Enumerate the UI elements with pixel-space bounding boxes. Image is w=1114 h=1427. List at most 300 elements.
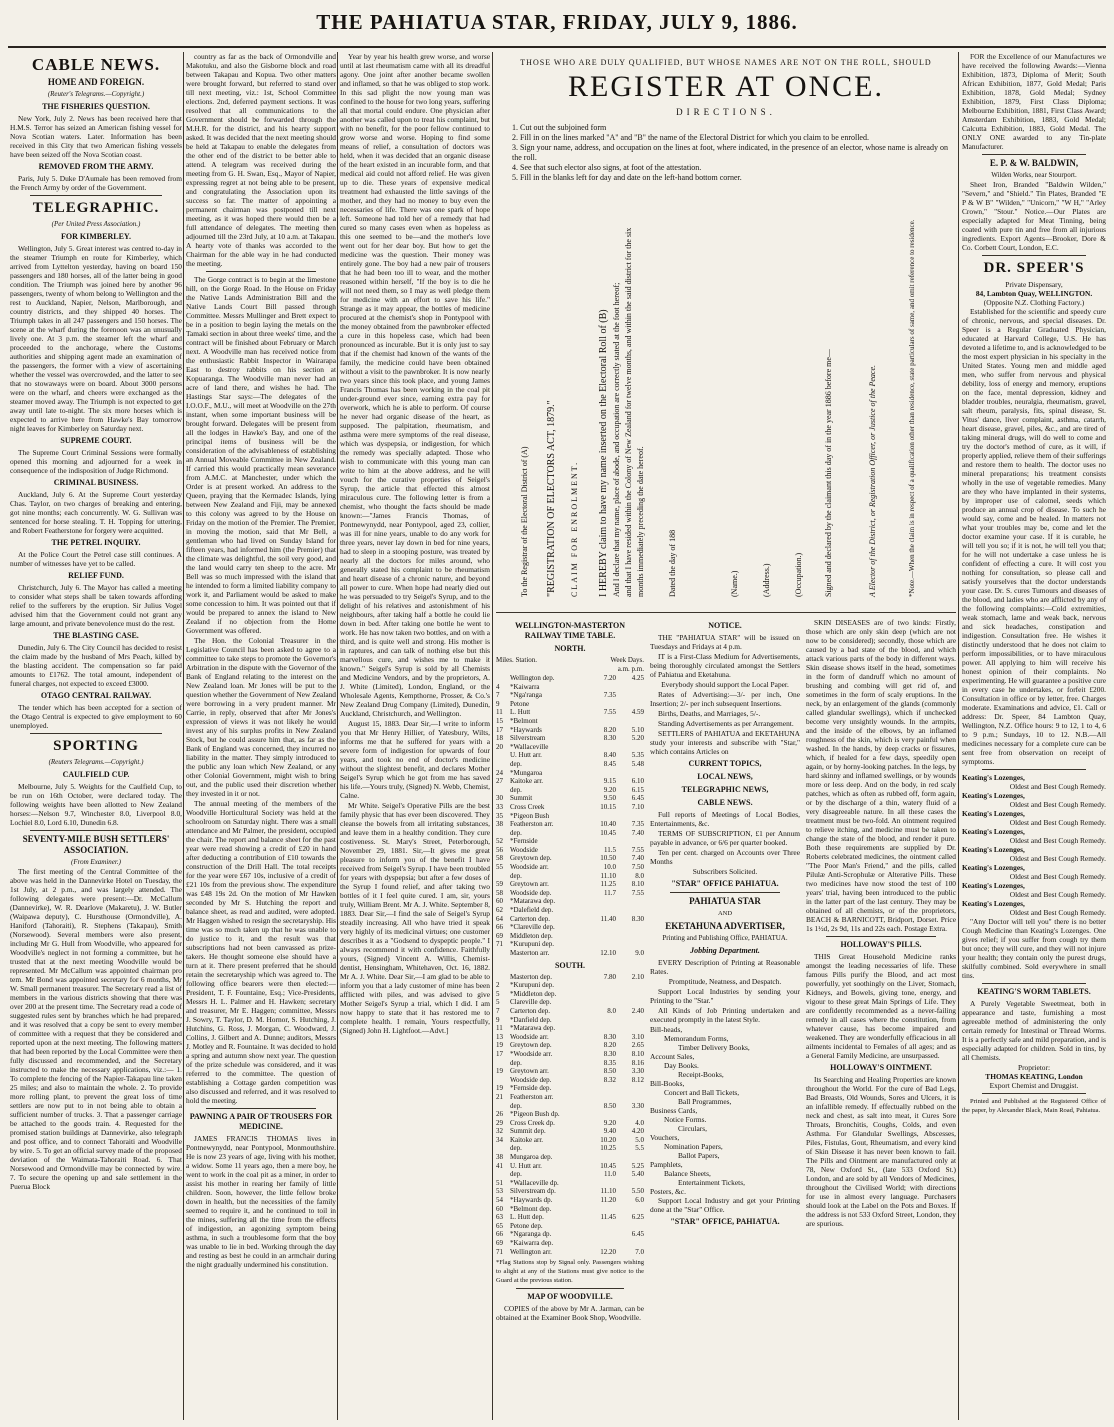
miles-cell: 19 bbox=[496, 1084, 503, 1093]
claim-form-line: months immediately preceding the date hereof. bbox=[636, 446, 645, 597]
pm-cell bbox=[616, 906, 644, 915]
am-cell: 10.45 bbox=[600, 1161, 616, 1170]
miles-cell: 63 bbox=[496, 1213, 503, 1222]
claim-form-signed-line[interactable]: Signed and declared by the claimant this day of in the year 1886 before me— bbox=[824, 349, 833, 597]
notice-topic: TELEGRAPHIC NEWS, bbox=[681, 785, 769, 794]
speer-opposite: (Opposite N.Z. Clothing Factory.) bbox=[983, 298, 1085, 307]
pm-cell: 5.10 bbox=[631, 725, 644, 734]
column-rule bbox=[337, 52, 338, 1420]
miles-cell: 9 bbox=[496, 1015, 500, 1024]
am-cell bbox=[588, 1084, 616, 1093]
timetable-row bbox=[496, 863, 644, 872]
pm-cell bbox=[616, 683, 644, 692]
article-text: Dunedin, July 6. The City Council has decided to resist the claim made by the husband of Mrs Peach, killed by the blasting accident. The compensation so far paid amounts to £1762. The total amount, independent of funeral charges, not expected to exceed £3000. bbox=[10, 643, 182, 688]
railway-time-table bbox=[496, 618, 644, 1418]
heading-baldwin: E. P. & W. BALDWIN, bbox=[989, 158, 1079, 168]
advert-text: THIS Great Household Medicine ranks amongst the leading necessaries of life. These famous Pills purify the Blood, and act most powerfully, yet soothingly on the Liver, Stomach, Kidneys, and Bowels, giving tone, energy, and vigour to these great Main Springs of Life. They are confidently recommended as a never-failing remedy in all cases where the constitution, from whatever cause, has become impaired and weakened. They are wonderfully efficacious in all ailments incidental to Females of all ages; and as a General Family Medicine, are unsurpassed. bbox=[806, 952, 956, 1060]
am-cell: 10.25 bbox=[600, 1144, 616, 1153]
miles-cell: 24 bbox=[496, 768, 503, 777]
miles-cell: 30 bbox=[496, 794, 503, 803]
timetable-row bbox=[496, 1213, 644, 1222]
timetable-row bbox=[496, 1067, 644, 1076]
miles-cell: 55 bbox=[496, 863, 503, 872]
timetable-row bbox=[496, 889, 644, 898]
miles-cell bbox=[496, 1059, 510, 1068]
notice-text: All Kinds of Job Printing undertaken and executed promptly in the latest Style. bbox=[650, 1006, 800, 1024]
timetable-row bbox=[496, 981, 644, 990]
station-cell: Greytown arr. bbox=[510, 880, 549, 889]
miles-cell: 66 bbox=[496, 923, 503, 932]
speer-dispensary: Private Dispensary, bbox=[1005, 280, 1063, 289]
pm-cell: 3.30 bbox=[631, 1067, 644, 1076]
pm-cell: 6.15 bbox=[631, 785, 644, 794]
notice-text: Rates of Advertising:—3/- per inch, One Insertion; 2/- per inch subsequent Insertions. bbox=[650, 690, 800, 708]
station-cell: Masterton dep. bbox=[510, 972, 552, 981]
timetable-row bbox=[496, 1041, 644, 1050]
pm-cell bbox=[616, 940, 644, 949]
am-cell: 10.20 bbox=[600, 1135, 616, 1144]
am-cell bbox=[588, 1016, 616, 1025]
timetable-row bbox=[496, 769, 644, 778]
pm-cell: 3.30 bbox=[631, 1101, 644, 1110]
pm-cell bbox=[616, 717, 644, 726]
railway-header-days: Week Days. bbox=[610, 656, 644, 664]
credit: (Reuter's Telegrams.—Copyright.) bbox=[47, 90, 145, 98]
station-cell: L. Hutt bbox=[510, 708, 531, 717]
timetable-row bbox=[496, 1170, 644, 1179]
station-cell: *Ngaranga dp. bbox=[510, 1230, 552, 1239]
subheading: FOR KIMBERLEY. bbox=[61, 232, 131, 241]
station-cell: Carterton dep. bbox=[510, 914, 551, 923]
am-cell: 9.15 bbox=[603, 777, 616, 786]
testimonial-text: Mr White. Seigel's Operative Pills are the best family physic that has ever been discovered. They cleanse the bowels from all irritating substances, and leave them in a healthy condition. They cure costiveness. St. Mary's Street, Peterborough, November 29, 1881. Sir,—It gives me great pleasure to inform you of the benefit I have received from Seigel's Syrup. I have been troubled for years with dyspepsia; but after a few doses of the Syrup I found relief, and after taking two bottles of it I feel quite cured. I am, sir, yours truly, William Brent. Mr A. J. White. September 8, 1883. Dear Sir,—I find the sale of Seigel's Syrup steadily increasing. All who have tried it speak very highly of its medicinal virtues; one customer describes it as a "Godsend to dyspeptic people." I always recommend it with confidence. Faithfully yours, (Signed) Vincent A. Willis, Chemist-dentist, Hensingham, Whitehaven, Oct. 16, 1882. Mr A. J. White. Dear Sir,—I am glad to be able to inform you that a lady customer of mine has been afflicted with piles, and was advised to give Mother Seigel's Syrup a trial, which I did. I am now happy to state that it has restored me to complete health. I remain, Yours respectfully, (Signed) John H. Lightfoot.—Advt.] bbox=[340, 801, 490, 1035]
pm-cell: 7.50 bbox=[631, 863, 644, 872]
station-cell: Cross Creek bbox=[510, 802, 545, 811]
station-cell: Mungaroa dep. bbox=[510, 1153, 553, 1162]
article-text: Paris, July 5. Duke D'Aumale has been removed from the French Army by order of the Government. bbox=[10, 174, 182, 192]
station-cell: dep. bbox=[510, 828, 522, 837]
subheading: THE BLASTING CASE. bbox=[53, 631, 139, 640]
miles-cell: 34 bbox=[496, 1135, 503, 1144]
column-skin-holloway bbox=[806, 618, 956, 1418]
railway-south-heading: SOUTH. bbox=[554, 960, 585, 970]
column-advertisements bbox=[962, 52, 1106, 1422]
am-cell bbox=[588, 1179, 616, 1188]
timetable-row bbox=[496, 1205, 644, 1214]
advert-text: Sheet Iron, Branded "Baldwin Wilden," "Severn," and "Shield." Tin Plates, Branded "E P & W B" "Wilden," "Unicorn," "W H," "Arley Crown," "Stour." Notice.—Our Plates are especially adapted for Meat Tinning, being coated with pure tin and free from all injurious ingredients. Export Agents—Brooker, Dore & Co. Corbett Court, London, E.C. bbox=[962, 180, 1106, 252]
article-text: New York, July 2. News has been received here that H.M.S. Terror has seized an American fishing vessel for Nova Scotian waters. Later. Information has been received in this City that two American fishing vessels have been seized off the Nova Scotian coast. bbox=[10, 114, 182, 159]
notice-text: Full reports of Meetings of Local Bodies, Entertainments, &c. bbox=[650, 810, 800, 828]
railway-south-table bbox=[496, 973, 644, 1257]
claim-form-act-title: "REGISTRATION OF ELECTORS ACT, 1879." bbox=[546, 400, 557, 597]
miles-cell: 58 bbox=[496, 854, 503, 863]
notice-text: Births, Deaths, and Marriages, 5/-. bbox=[658, 709, 761, 718]
keating-lozenges-list bbox=[962, 773, 1106, 917]
notice-text: Ten per cent. charged on Accounts over Three Months bbox=[650, 848, 800, 866]
notice-text: EVERY Description of Printing at Reasonable Rates. bbox=[650, 958, 800, 976]
timetable-row bbox=[496, 726, 644, 735]
station-cell: *Haywards bbox=[510, 725, 542, 734]
job-list-item: Circulars, bbox=[678, 1124, 707, 1133]
station-cell: dep. bbox=[510, 785, 522, 794]
miles-cell: 27 bbox=[496, 777, 503, 786]
claim-form-line: I HEREBY claim to have my name inserted on the Electoral Roll of (B) bbox=[598, 309, 609, 597]
timetable-row bbox=[496, 1239, 644, 1248]
imprint: Printed and Published at the Registered Office of the paper, by Alexander Black, Main Road, Pahiatua. bbox=[962, 1098, 1106, 1114]
station-cell: Silverstream dp. bbox=[510, 1187, 556, 1196]
job-list-item: Receipt-Books, bbox=[678, 1070, 724, 1079]
notice-text: Promptitude, Neatness, and Despatch. bbox=[668, 977, 782, 986]
heading-home-foreign: HOME AND FOREIGN. bbox=[47, 77, 145, 87]
timetable-row bbox=[496, 717, 644, 726]
am-cell: 8.32 bbox=[603, 1075, 616, 1084]
divider bbox=[206, 271, 316, 272]
station-cell: Greytown dep. bbox=[510, 1041, 552, 1050]
miles-cell bbox=[496, 1170, 510, 1179]
am-cell: 7.80 bbox=[603, 972, 616, 981]
claim-form-occupation-field[interactable]: (Occupation.) bbox=[794, 552, 803, 597]
am-cell: 8.20 bbox=[603, 1041, 616, 1050]
divider bbox=[982, 154, 1086, 155]
timetable-row bbox=[496, 1127, 644, 1136]
station-cell: *Middleton dep. bbox=[510, 989, 557, 998]
timetable-row bbox=[496, 683, 644, 692]
am-cell: 11.10 bbox=[600, 871, 616, 880]
station-cell: Woodside arr. bbox=[510, 1032, 549, 1041]
timetable-row bbox=[496, 1144, 644, 1153]
timetable-row bbox=[496, 743, 644, 752]
job-list-item: Nomination Papers, bbox=[664, 1142, 723, 1151]
miles-cell: 38 bbox=[496, 1153, 503, 1162]
am-cell bbox=[588, 837, 616, 846]
keating-line: Oldest and Best Cough Remedy. bbox=[1009, 818, 1106, 827]
article-text: JAMES FRANCIS THOMAS lives in Pontnewynydd, near Pontypool, Monmouthshire. He is now 23 years of age, living with his mother, a widow. Some 11 years ago, then a mere boy, he went to work in the coal pit as a miner, in order to assist his mother in rearing her family of little children. Soon, however, the little fellow broke down in health, but the necessities of the family seemed to require it, and he continued to toil in the mines, suffering all the time from the effects of indigestion, an agonizing symptom being asthma, in such a troublesome form that the boy was unable to lie in bed. Working through the day and resting as best he could in an armchair during the night gradually undermined his constitution. bbox=[186, 1134, 336, 1269]
timetable-row bbox=[496, 932, 644, 941]
timetable-row bbox=[496, 837, 644, 846]
keating-line: Keating's Lozenges, bbox=[962, 791, 1025, 800]
station-cell: Summit dep. bbox=[510, 1127, 546, 1136]
pm-cell: 8.16 bbox=[631, 1058, 644, 1067]
station-cell: Petone dep. bbox=[510, 1221, 543, 1230]
heading-bush-settlers: SEVENTY-MILE BUSH SETTLERS' ASSOCIATION. bbox=[22, 834, 170, 855]
job-list-item: Bill-heads, bbox=[650, 1025, 683, 1034]
pm-cell: 6.45 bbox=[631, 794, 644, 803]
pm-cell: 6.10 bbox=[631, 777, 644, 786]
notice-text: Support Local Industries by sending your Printing to the "Star." bbox=[650, 987, 800, 1005]
pm-cell bbox=[616, 1093, 644, 1102]
station-cell: Middleton dep. bbox=[510, 931, 553, 940]
miles-cell: 11 bbox=[496, 1024, 503, 1033]
railway-note: *Flag Stations stop by Signal only. Passengers wishing to alight at any of the Stations must give notice to the Guard at the previous station. bbox=[496, 1259, 644, 1285]
pm-cell: 5.48 bbox=[631, 759, 644, 768]
heading-map-woodville: MAP OF WOODVILLE. bbox=[527, 1292, 613, 1302]
miles-cell: 2 bbox=[496, 981, 500, 990]
article-text: Auckland, July 6. At the Supreme Court yesterday Chas. Taylor, on two charges of breaking and entering, got nine months; each concurrently. W. G. Sullivan was sentenced for horse stealing. T. H. Topping for uttering, and Robert Featherstone for forgery were acquitted. bbox=[10, 490, 182, 535]
keating-line: Oldest and Best Cough Remedy. bbox=[1009, 782, 1106, 791]
job-list-item: Day Books. bbox=[664, 1061, 699, 1070]
pm-cell bbox=[616, 691, 644, 700]
station-cell: *Kurupuni dep. bbox=[510, 981, 554, 990]
keating-line: Oldest and Best Cough Remedy. bbox=[1009, 872, 1106, 881]
am-cell bbox=[588, 743, 616, 752]
heading-worm-tablets: KEATING'S WORM TABLETS. bbox=[977, 987, 1091, 996]
article-text: The tender which has been accepted for a section of the Otago Central is expected to give employment to 60 unemployed. bbox=[10, 703, 182, 730]
pm-cell bbox=[616, 1110, 644, 1119]
register-directions-heading: DIRECTIONS. bbox=[676, 107, 776, 117]
miles-cell: 20 bbox=[496, 742, 503, 751]
pm-cell: 8.12 bbox=[631, 1075, 644, 1084]
keating-line: Oldest and Best Cough Remedy. bbox=[1009, 908, 1106, 917]
am-cell: 8.45 bbox=[603, 759, 616, 768]
speer-address: 84, Lambton Quay, WELLINGTON. bbox=[975, 289, 1093, 298]
timetable-row bbox=[496, 829, 644, 838]
timetable-row bbox=[496, 880, 644, 889]
column-cable-news bbox=[10, 52, 182, 1422]
pm-cell: 7.40 bbox=[631, 854, 644, 863]
pm-cell bbox=[616, 1016, 644, 1025]
am-cell bbox=[588, 700, 616, 709]
timetable-row bbox=[496, 820, 644, 829]
am-cell: 8.35 bbox=[603, 1058, 616, 1067]
pm-cell bbox=[616, 1222, 644, 1231]
pm-cell: 2.40 bbox=[631, 1006, 644, 1015]
miles-cell: 7 bbox=[496, 691, 500, 700]
proprietor-label: Proprietor: bbox=[1017, 1063, 1051, 1072]
register-title: REGISTER AT ONCE. bbox=[568, 70, 884, 103]
timetable-row bbox=[496, 734, 644, 743]
miles-cell: 17 bbox=[496, 1049, 503, 1058]
station-cell: Greytown dep. bbox=[510, 854, 552, 863]
timetable-row bbox=[496, 1093, 644, 1102]
miles-cell: 13 bbox=[496, 1032, 503, 1041]
pm-cell bbox=[616, 837, 644, 846]
am-cell: 11.20 bbox=[600, 1196, 616, 1205]
job-list-item: Pamphlets, bbox=[650, 1160, 683, 1169]
pm-cell: 8.10 bbox=[631, 880, 644, 889]
station-cell: Masterton arr. bbox=[510, 949, 550, 957]
pm-cell: 5.35 bbox=[631, 751, 644, 760]
heading-notice: NOTICE. bbox=[708, 621, 742, 630]
job-list-item: Posters, &c. bbox=[650, 1187, 686, 1196]
am-cell bbox=[588, 906, 616, 915]
register-notice bbox=[496, 52, 956, 613]
pm-cell: 7.35 bbox=[631, 820, 644, 829]
claim-form-elector-line[interactable]: A Elector of the District, or Registration Officer, or Justice of the Peace. bbox=[868, 364, 877, 597]
am-cell: 11.10 bbox=[600, 1187, 616, 1196]
am-cell bbox=[588, 923, 616, 932]
pm-cell: 8.0 bbox=[635, 871, 644, 880]
miles-cell bbox=[496, 1144, 510, 1153]
job-list-item: Concert and Ball Tickets, bbox=[664, 1088, 740, 1097]
pm-cell bbox=[616, 932, 644, 941]
pm-cell: 5.50 bbox=[631, 1187, 644, 1196]
article-text: The annual meeting of the members of the Woodville Horticultural Society was held at the schoolroom on Saturday night. There was a small attendance and Mr Palmer, the president, occupied the chair. The report and balance sheet for the past year were read showing a credit of £20 in hand after deducting a contribution of £10 towards the construction of the Drill Hall. The total receipts for the year were £67 10s, inclusive of a credit of £21 10s from the previous show. The expenditure was £48 19s 2d. On the motion of Mr Hawken seconded by Mr S. Hutching the report and balance sheet, as read and audited, were adopted. Mr Haggen wished to resign the secretaryship. His time was so much taken up that he was unable to do justice to it, and the result was that subscriptions had not been canvassed as prize-takers. He thought someone else should have a turn at it. There present preferred that he should retain the secretaryship which was agreed to. The following office bearers were then elected:—President, T. F. Fountaine, Esq.; Vice-Presidents, Messrs H. L. Palmer and H. Hawken; secretary and treasurer, Mr E. Haggen; committee, Messrs J. Sowry, T. Taylor, D. M. Hornor, S. Hutching, J. Hutchins, G. Ross, J. Morgan, C. Woodward, J. Collins, J. Gilbert and A. Dunne; auditors, Messrs J. Motley and R. Fountaine. It was decided to hold a spring and autumn show next year. The question of the prize schedule was considered, and it was referred to the committee. The question of establishing a Cottage garden competition was also discussed and referred, and it was resolved to hold the meeting. bbox=[186, 799, 336, 1105]
station-cell: L. Hutt dep. bbox=[510, 1213, 544, 1222]
miles-cell: 69 bbox=[496, 931, 503, 940]
timetable-row bbox=[496, 1076, 644, 1085]
timetable-row bbox=[496, 1024, 644, 1033]
notice-topic: CABLE NEWS. bbox=[697, 798, 753, 807]
register-step: 2. Fill in on the lines marked "A" and "B" the name of the Electoral District for which you claim to be enrolled. bbox=[512, 133, 869, 142]
railway-title: WELLINGTON-MASTERTON RAILWAY TIME TABLE. bbox=[514, 621, 626, 640]
timetable-row bbox=[496, 998, 644, 1007]
miles-cell: 17 bbox=[496, 725, 503, 734]
miles-cell: 5 bbox=[496, 998, 500, 1007]
notice-text: Everybody should support the Local Paper. bbox=[661, 680, 789, 689]
timetable-row bbox=[496, 1119, 644, 1128]
keating-line: Keating's Lozenges, bbox=[962, 809, 1025, 818]
station-cell: *Danfield dep. bbox=[510, 1015, 552, 1024]
station-cell: *Kurupuni dep. bbox=[510, 940, 554, 949]
am-cell: 11.25 bbox=[600, 880, 616, 889]
pm-cell: 5.40 bbox=[631, 1170, 644, 1179]
article-text: COPIES of the above by Mr A. Jarman, can be obtained at the Examiner Book Shop, Woodville. bbox=[496, 1304, 644, 1323]
station-cell: U. Hutt arr. bbox=[510, 751, 542, 760]
claim-form-address-field[interactable]: (Address.) bbox=[762, 563, 771, 597]
am-cell bbox=[588, 940, 616, 949]
divider bbox=[826, 936, 936, 937]
station-cell: Greytown arr. bbox=[510, 1067, 549, 1076]
subheading: CRIMINAL BUSINESS. bbox=[53, 478, 139, 487]
divider bbox=[30, 195, 162, 196]
timetable-row bbox=[496, 1007, 644, 1016]
claim-form-dated-line[interactable]: Dated the day of 188 bbox=[668, 529, 677, 597]
pm-cell bbox=[616, 923, 644, 932]
advert-text: A Purely Vegetable Sweetmeat, both in appearance and taste, furnishing a most agreeable method of administering the only certain remedy for Intestinal or Thread Worms. It is a perfectly safe and mild preparation, and is especially adapted for children. Sold in tins, by all Chemists. bbox=[962, 999, 1106, 1062]
claim-form-name-field[interactable]: (Name.) bbox=[730, 570, 739, 597]
station-cell: *Pigeon Bush bbox=[510, 811, 550, 820]
advert-text: FOR the Excellence of our Manufactures we have received the following Awards:—Vienna Exhibition, 1873, Diploma of Merit; South African Exhibition, 1877, Gold Medal; Paris Exhibition, 1878, Gold Medal; Sydney Exhibition, 1879, First Class Diploma; Melbourne Exhibition, 1881, First Class Award; Amsterdam Exhibition, 1883, Gold Medal; Calcutta Exhibition, 1883, Gold Medal. The ONLY ONE awarded to any Tin-plate Manufacturer. bbox=[962, 52, 1106, 151]
subheading: CAULFIELD CUP. bbox=[62, 770, 130, 779]
timetable-row bbox=[496, 708, 644, 717]
station-cell: *Fernside bbox=[510, 837, 538, 846]
miles-cell bbox=[496, 751, 510, 760]
timetable-row bbox=[496, 1110, 644, 1119]
station-cell: Clareville dep. bbox=[510, 998, 552, 1007]
am-cell: 11.7 bbox=[604, 888, 616, 897]
advert-text: Established for the scientific and speedy cure of chronic, nervous, and special diseases. Dr. Speer is a Regular Graduated Physician, educated at Harvard College, U.S. He has devoted a lifetime to, and is acknowledged to be the most expert physician in his specialty in the United States. Young men and middle aged men, who suffer from nervous and physical debility, loss of energy and memory, eruptions on the face, mental depression, kidney and bladder troubles, neuralgia, rheumatism, gravel, salt rheum, paralysis, fits, spinal disease, St. Vitus' dance, liver complaint, asthma, catarrh, heart disease, gravel, piles, &c., and are tired of taking mineral drugs, will do well to come and try the doctor's method of cure, as it will, if properly applied, relieve them of their sufferings and restore them to health. The doctor uses no mineral preparations; his treatment consists wholly in the use of vegetable remedies. Many are they who have implanted in their systems, by improper use of calomel, seeds which produce an annual crop of disease. To such he would say, come and be healed. In matters not what your troubles may be, come and let the doctor examine your case. If it is curable, he will tell you so; if it is not, he will tell you that; for he will not undertake a case unless he is confident of effecting a cure. It will cost you nothing for consultation, so please call and satisfy yourselves that the doctor understands your case. Dr. S. cures Tumours and diseases of the blood, and ladies who are afflicted by any of the following complaints:—Cold extremities, weak stomach, lame and weak back, nervous and sick headaches, constipation and indigestion. Consultation free. He wishes it distinctly understood that he does not claim to perform impossibilities, or to have miraculous power. All applying to him will receive his honest opinion of their complaints. No experimenting. He will guarantee a positive cure in every case he undertakes, or forfeit £200. Consultation in office or by letter, free. Charges moderate. Examinations and advice, £1. Call or address: Dr. Speer, 84 Lambton Quay, Wellington, N.Z. Office hours: 9 to 12, 1 to 4, 6 to 9 p.m.; Sundays, 10 to 12. N.B.—All medicines necessary for a complete cure can be sent free from observation on receipt of symptoms. bbox=[962, 307, 1106, 766]
article-text: Melbourne, July 5. Weights for the Caulfield Cup, to be run on 16th October, were declared today. The following weights have been allotted to New Zealand horses:—Nelson 9.7, Winchester 8.0, Liverpool 8.0, Lochiel 8.0, Lord 6.10, Dunedin 6.8. bbox=[10, 782, 182, 827]
article-text: The Hon. the Colonial Treasurer in the Legislative Council has been asked to agree to a committee to take steps to promote the Governor's Arbitration in the dispute with the Governor of the Bank of England relating to the interest on the New Zealand loan. Mr Jones will be put to the question whether the Government of New Zealand were borrowing in a very prudent manner. Mr Carrie, in reply, observed that after Mr Jones's expression of views it was not likely he would invest any of his surplus profits in New Zealand Stock, but he could assure him that, as far as the Bank of England was concerned, they incurred no liability in the matter. They simply introduced to the public any loan which New Zealand, or any other Colonial Government, might wish to bring out, and the public used their discretion whether they invested in it or not. bbox=[186, 636, 336, 798]
timetable-row bbox=[496, 700, 644, 709]
pm-cell bbox=[616, 812, 644, 821]
article-text: country as far as the back of Ormondville and Makotuku, and also the Gisborne block and road between Takapau and Kopua. Two other matters were brought forward, but referred to stand over till next meeting, viz.: 1st, School Committee elections. 2nd, deferred payment sections. It was resolved that all communications to the Government should be forwarded through the M.H.R. for the district, and his hearty support asked. It was decided that the next meeting should be held at Takapau to enable the delegates from the other end of the district to be better able to attend. A telegram was received during the meeting from G. H. Swan, Esq., Mayor of Napier, expressing regret at not being able to be present, and congratulating the Association upon its success so far. The matter of appointing a permanent chairman was postponed till next meeting, as it was hoped there would then be a full attendance of delegates. The meeting then adjourned till the 23rd July, at 10 a.m. at Takapau. A hearty vote of thanks was accorded to the Chairman for the able way in he had conducted the meeting. bbox=[186, 52, 336, 268]
article-text: At the Police Court the Petrel case still continues. A number of witnesses have yet to be called. bbox=[10, 550, 182, 568]
timetable-row bbox=[496, 777, 644, 786]
miles-cell: 60 bbox=[496, 897, 503, 906]
am-cell bbox=[588, 897, 616, 906]
timetable-row bbox=[496, 803, 644, 812]
am-cell: 8.0 bbox=[607, 1006, 616, 1015]
station-cell: Woodside dep. bbox=[510, 1075, 552, 1084]
am-cell: 11.45 bbox=[600, 1213, 616, 1222]
pm-cell bbox=[616, 1179, 644, 1188]
railway-header-ampm: a.m. p.m. bbox=[617, 665, 644, 673]
proprietor-sub: Export Chemist and Druggist. bbox=[989, 1081, 1079, 1090]
station-cell: *Wallaceville dp. bbox=[510, 1178, 559, 1187]
timetable-row bbox=[496, 846, 644, 855]
divider bbox=[30, 733, 162, 734]
am-cell: 8.30 bbox=[603, 1032, 616, 1041]
pm-cell: 7.0 bbox=[635, 1247, 644, 1256]
heading-sporting: SPORTING bbox=[53, 738, 139, 754]
divider bbox=[982, 983, 1086, 984]
subheading: RELIEF FUND. bbox=[68, 571, 124, 580]
pm-cell: 8.30 bbox=[631, 914, 644, 923]
notice-text: Support Local Industry and get your Printing done at the "Star" Office. bbox=[650, 1196, 800, 1214]
keating-line: Keating's Lozenges, bbox=[962, 899, 1025, 908]
article-text: The Supreme Court Criminal Sessions were formally opened this morning and adjourned for a week in consequence of the indisposition of Judge Richmond. bbox=[10, 448, 182, 475]
timetable-row bbox=[496, 915, 644, 924]
timetable-row bbox=[496, 1033, 644, 1042]
station-cell: dep. bbox=[510, 1058, 522, 1067]
station-cell: Silverstream bbox=[510, 734, 546, 743]
masthead-rule bbox=[8, 46, 1106, 48]
am-cell: 11.0 bbox=[604, 1170, 616, 1179]
station-cell: *Kaiwarra bbox=[510, 682, 540, 691]
station-cell: Wellington dep. bbox=[510, 674, 555, 682]
heading-cable-news: CABLE NEWS. bbox=[31, 55, 161, 74]
station-cell: Summit bbox=[510, 794, 533, 803]
claim-form-line: And I declare that my name, place of abode, and occupation are correctly stated at the foot hereof; bbox=[612, 282, 621, 597]
miles-cell: 60 bbox=[496, 1204, 503, 1213]
timetable-row bbox=[496, 990, 644, 999]
station-cell: Wellington arr. bbox=[510, 1247, 552, 1256]
station-cell: dep. bbox=[510, 871, 522, 880]
job-list-item: Memorandum Forms, bbox=[664, 1034, 729, 1043]
am-cell: 9.20 bbox=[603, 785, 616, 794]
am-cell bbox=[588, 683, 616, 692]
subheading: SUPREME COURT. bbox=[60, 436, 132, 445]
am-cell bbox=[588, 1024, 616, 1033]
register-step: 1. Cut out the subjoined form bbox=[512, 123, 607, 132]
subheading: THE PETREL INQUIRY. bbox=[51, 538, 141, 547]
timetable-row bbox=[496, 1179, 644, 1188]
station-cell: Woodside arr. bbox=[510, 863, 549, 872]
miles-cell: 4 bbox=[496, 682, 500, 691]
station-cell: *Kaiwarra dep. bbox=[510, 1239, 554, 1247]
miles-cell: 7 bbox=[496, 1006, 500, 1015]
miles-cell: 54 bbox=[496, 1196, 503, 1205]
divider bbox=[30, 830, 162, 831]
miles-cell: 66 bbox=[496, 1230, 503, 1239]
job-list-item: Timber Delivery Books, bbox=[678, 1043, 750, 1052]
am-cell: 8.50 bbox=[603, 1067, 616, 1076]
pm-cell: 5.5 bbox=[635, 1144, 644, 1153]
timetable-row bbox=[496, 1248, 644, 1257]
railway-north-table bbox=[496, 674, 644, 958]
claim-form-line: To the Registrar of the Electoral District of (A) bbox=[520, 446, 529, 597]
station-cell: Woodside bbox=[510, 845, 538, 854]
station-cell: *Haywards dp. bbox=[510, 1196, 553, 1205]
am-cell: 9.50 bbox=[603, 794, 616, 803]
pm-cell bbox=[616, 1153, 644, 1162]
pm-cell bbox=[616, 990, 644, 999]
miles-cell: 5 bbox=[496, 989, 500, 998]
heading-holloway-pills: HOLLOWAY'S PILLS. bbox=[840, 940, 922, 949]
miles-cell: 38 bbox=[496, 820, 503, 829]
am-cell: 10.45 bbox=[600, 828, 616, 837]
miles-cell bbox=[496, 1102, 510, 1111]
station-cell: *Mungaroa bbox=[510, 768, 543, 777]
register-step: 5. Fill in the blanks left for day and date on the left-hand bottom corner. bbox=[512, 173, 742, 182]
heading-eketahuna-advertiser: EKETAHUNA ADVERTISER, bbox=[665, 921, 785, 931]
register-intro: THOSE WHO ARE DULY QUALIFIED, BUT WHOSE NAMES ARE NOT ON THE ROLL, SHOULD bbox=[520, 58, 932, 67]
timetable-row bbox=[496, 1136, 644, 1145]
job-list-item: Notice Forms. bbox=[664, 1115, 707, 1124]
timetable-row bbox=[496, 786, 644, 795]
miles-cell: 26 bbox=[496, 1110, 503, 1119]
